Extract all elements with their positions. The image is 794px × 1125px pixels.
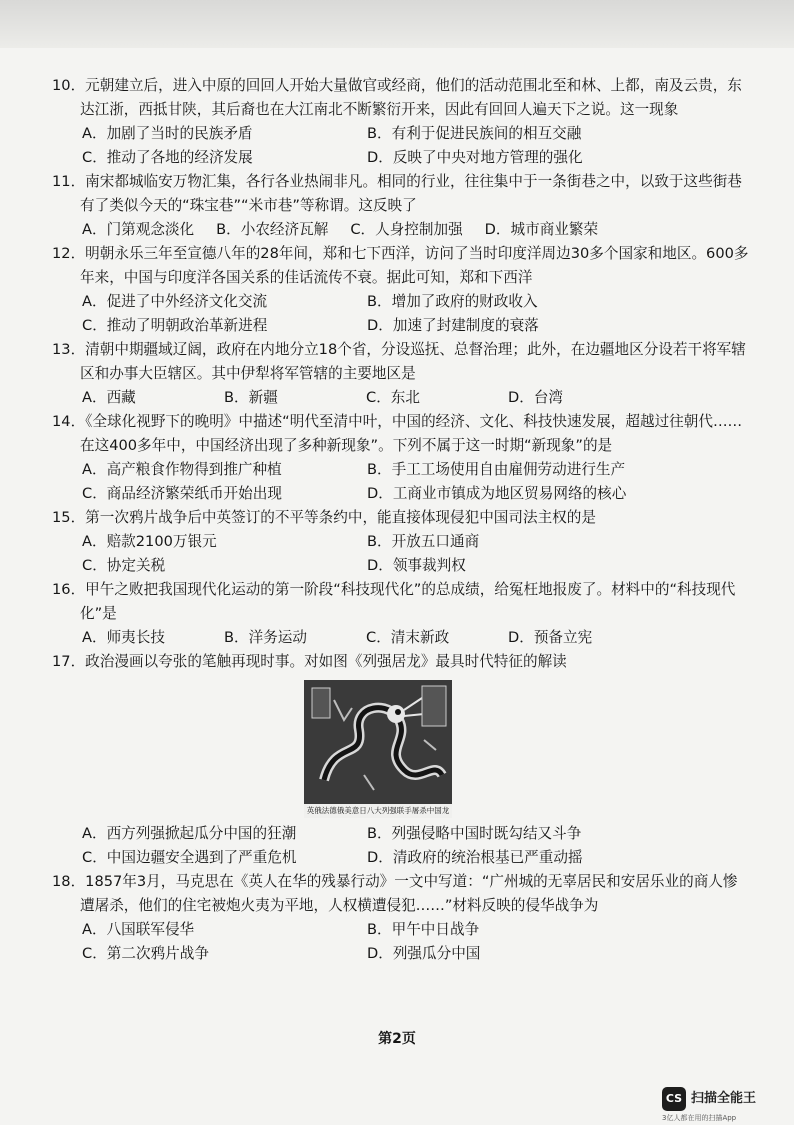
dragon-illustration: [304, 680, 452, 804]
scanner-tagline: 3亿人都在用的扫描App: [662, 1114, 737, 1122]
scanner-watermark: [662, 1085, 784, 1122]
option-c: C．东北: [366, 389, 420, 406]
option-d: D．领事裁判权: [367, 557, 466, 574]
option-c: C．推动了各地的经济发展: [82, 149, 253, 166]
option-b: B．新疆: [224, 389, 278, 406]
options-row: [52, 530, 752, 554]
options-row: [52, 626, 752, 650]
options-row: [52, 918, 752, 942]
question-stem: 17．政治漫画以夸张的笔触再现时事。对如图《列强居龙》最具时代特征的解读: [52, 653, 567, 670]
question-15: [52, 506, 752, 578]
option-d: D．反映了中央对地方管理的强化: [367, 149, 583, 166]
question-17: [52, 650, 752, 870]
question-stem: 14．《全球化视野下的晚明》中描述“明代至清中叶，中国的经济、文化、科技快速发展，超越过往朝代……在这400多年中，中国经济出现了多种新现象”。下列不属于这一时期“新现象”的是: [52, 413, 743, 454]
option-d: D．清政府的统治根基已严重动摇: [367, 849, 583, 866]
options-row: [52, 386, 752, 410]
option-c: C．清末新政: [366, 629, 450, 646]
option-d: D．工商业市镇成为地区贸易网络的核心: [367, 485, 627, 502]
option-c: C．推动了明朝政治革新进程: [82, 317, 268, 334]
option-a: A．高产粮食作物得到推广种植: [82, 461, 282, 478]
question-13: [52, 338, 752, 410]
option-b: B．有利于促进民族间的相互交融: [367, 125, 582, 142]
option-a: A．门第观念淡化: [82, 221, 195, 238]
option-c: C．协定关税: [82, 557, 166, 574]
option-d: D．加速了封建制度的衰落: [367, 317, 539, 334]
option-d: D．列强瓜分中国: [367, 945, 481, 962]
option-b: B．小农经济瓦解: [216, 221, 329, 238]
dragon-cartoon-image: [304, 680, 452, 818]
options-row: [52, 290, 752, 314]
cartoon-caption: 英俄法德俄美意日八大列强联手屠杀中国龙: [304, 804, 452, 818]
question-12: [52, 242, 752, 338]
options-row: [52, 482, 752, 506]
question-stem: 12．明朝永乐三年至宣德八年的28年间，郑和七下西洋，访问了当时印度洋周边30多个国家和地区。600多年来，中国与印度洋各国关系的佳话流传不衰。据此可知，郑和下西洋: [52, 245, 749, 286]
options-row: [52, 554, 752, 578]
option-a: A．师夷长技: [82, 629, 165, 646]
options-row: [52, 822, 752, 846]
option-c: C．中国边疆安全遇到了严重危机: [82, 849, 297, 866]
question-14: [52, 410, 752, 506]
options-row: [52, 314, 752, 338]
option-c: C．第二次鸦片战争: [82, 945, 209, 962]
options-row: [52, 218, 752, 242]
question-stem: 13．清朝中期疆域辽阔，政府在内地分立18个省，分设巡抚、总督治理；此外，在边疆地区分设若干将军辖区和办事大臣辖区。其中伊犁将军管辖的主要地区是: [52, 341, 746, 382]
question-16: [52, 578, 752, 650]
scan-top-edge: [0, 0, 794, 48]
page-number: 第2页: [378, 1031, 416, 1047]
options-row: [52, 846, 752, 870]
question-stem: 15．第一次鸦片战争后中英签订的不平等条约中，能直接体现侵犯中国司法主权的是: [52, 509, 596, 526]
question-stem: 11．南宋都城临安万物汇集，各行各业热闹非凡。相同的行业，往往集中于一条街巷之中，以致于这些街巷有了类似今天的“珠宝巷”“米市巷”等称谓。这反映了: [52, 173, 742, 214]
option-d: D．预备立宪: [508, 629, 593, 646]
question-stem: 16．甲午之败把我国现代化运动的第一阶段“科技现代化”的总成绩，给冤枉地报废了。材料中的“科技现代化”是: [52, 581, 736, 622]
option-c: C．商品经济繁荣纸币开始出现: [82, 485, 282, 502]
option-b: B．列强侵略中国时既勾结又斗争: [367, 825, 582, 842]
option-b: B．增加了政府的财政收入: [367, 293, 538, 310]
options-row: [52, 458, 752, 482]
cartoon-figure: [304, 680, 452, 818]
question-stem: 10．元朝建立后，进入中原的回回人开始大量做官或经商，他们的活动范围北至和林、上都，南及云贵，东达江浙，西抵甘陕，其后裔也在大江南北不断繁衍开来，因此有回回人遍天下之说。这一现象: [52, 77, 742, 118]
option-c: C．人身控制加强: [350, 221, 463, 238]
options-row: [52, 146, 752, 170]
scanner-app-name: 扫描全能王: [691, 1091, 757, 1106]
option-b: B．开放五口通商: [367, 533, 480, 550]
option-b: B．甲午中日战争: [367, 921, 480, 938]
question-11: [52, 170, 752, 242]
question-list: [52, 74, 752, 966]
question-18: [52, 870, 752, 966]
option-a: A．八国联军侵华: [82, 921, 195, 938]
camscanner-logo-icon: CS: [662, 1087, 686, 1111]
option-a: A．西藏: [82, 389, 136, 406]
question-10: [52, 74, 752, 170]
option-a: A．赔款2100万银元: [82, 533, 217, 550]
option-d: D．城市商业繁荣: [484, 221, 599, 238]
option-b: B．洋务运动: [224, 629, 307, 646]
option-d: D．台湾: [508, 389, 564, 406]
options-row: [52, 122, 752, 146]
option-a: A．加剧了当时的民族矛盾: [82, 125, 253, 142]
option-b: B．手工工场使用自由雇佣劳动进行生产: [367, 461, 626, 478]
option-a: A．促进了中外经济文化交流: [82, 293, 268, 310]
question-stem: 18．1857年3月，马克思在《英人在华的残暴行动》一文中写道：“广州城的无辜居民和安居乐业的商人惨遭屠杀，他们的住宅被炮火夷为平地，人权横遭侵犯……”材料反映的侵华战争为: [52, 873, 738, 914]
options-row: [52, 942, 752, 966]
option-a: A．西方列强掀起瓜分中国的狂潮: [82, 825, 297, 842]
